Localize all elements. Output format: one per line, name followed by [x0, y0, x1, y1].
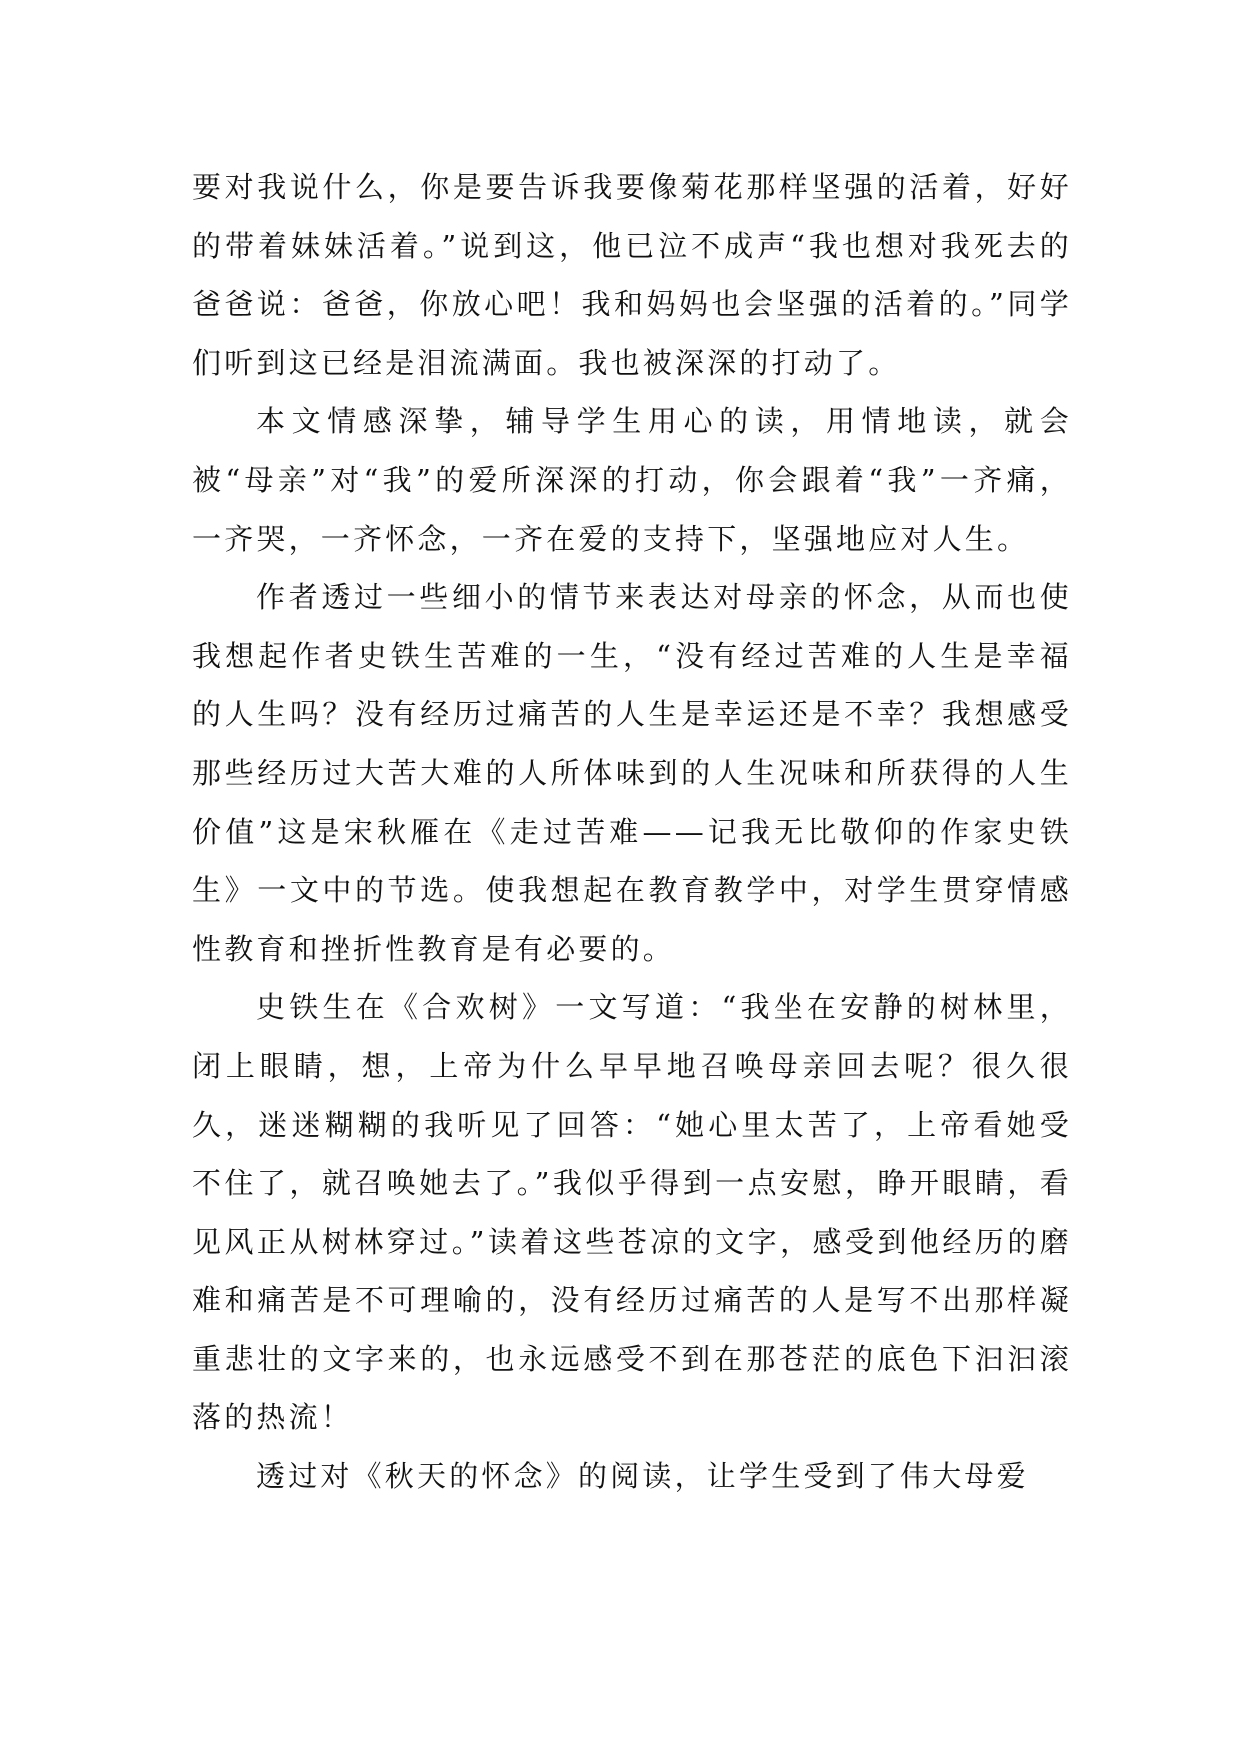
paragraph: 透过对《秋天的怀念》的阅读，让学生受到了伟大母爱: [256, 1459, 1029, 1494]
paragraph-continuation: 要对我说什么，你是要告诉我要像菊花那样坚强的活着，好好的带着妹妹活着。”说到这，他已泣不成声“我也想对我死去的爸爸说：爸爸，你放心吧！我和妈妈也会坚强的活着的。”同学们听到这已经是泪流满面。我也被深深的打动了。: [192, 170, 1072, 380]
paragraph: 作者透过一些细小的情节来表达对母亲的怀念，从而也使我想起作者史铁生苦难的一生，“没有经过苦难的人生是幸福的人生吗？没有经历过痛苦的人生是幸运还是不幸？我想感受那些经历过大苦大难的人所体味到的人生况味和所获得的人生价值”这是宋秋雁在《走过苦难——记我无比敬仰的作家史铁生》一文中的节选。使我想起在教育教学中，对学生贯穿情感性教育和挫折性教育是有必要的。: [192, 580, 1072, 966]
paragraph: 史铁生在《合欢树》一文写道：“我坐在安静的树林里，闭上眼睛，想，上帝为什么早早地召唤母亲回去呢？很久很久，迷迷糊糊的我听见了回答：“她心里太苦了，上帝看她受不住了，就召唤她去了。”我似乎得到一点安慰，睁开眼睛，看见风正从树林穿过。”读着这些苍凉的文字，感受到他经历的磨难和痛苦是不可理喻的，没有经历过痛苦的人是写不出那样凝重悲壮的文字来的，也永远感受不到在那苍茫的底色下汩汩滚落的热流！: [192, 990, 1072, 1435]
paragraph: 本文情感深挚，辅导学生用心的读，用情地读，就会被“母亲”对“我”的爱所深深的打动，你会跟着“我”一齐痛，一齐哭，一齐怀念，一齐在爱的支持下，坚强地应对人生。: [192, 404, 1072, 556]
document-body: [192, 158, 1072, 1506]
